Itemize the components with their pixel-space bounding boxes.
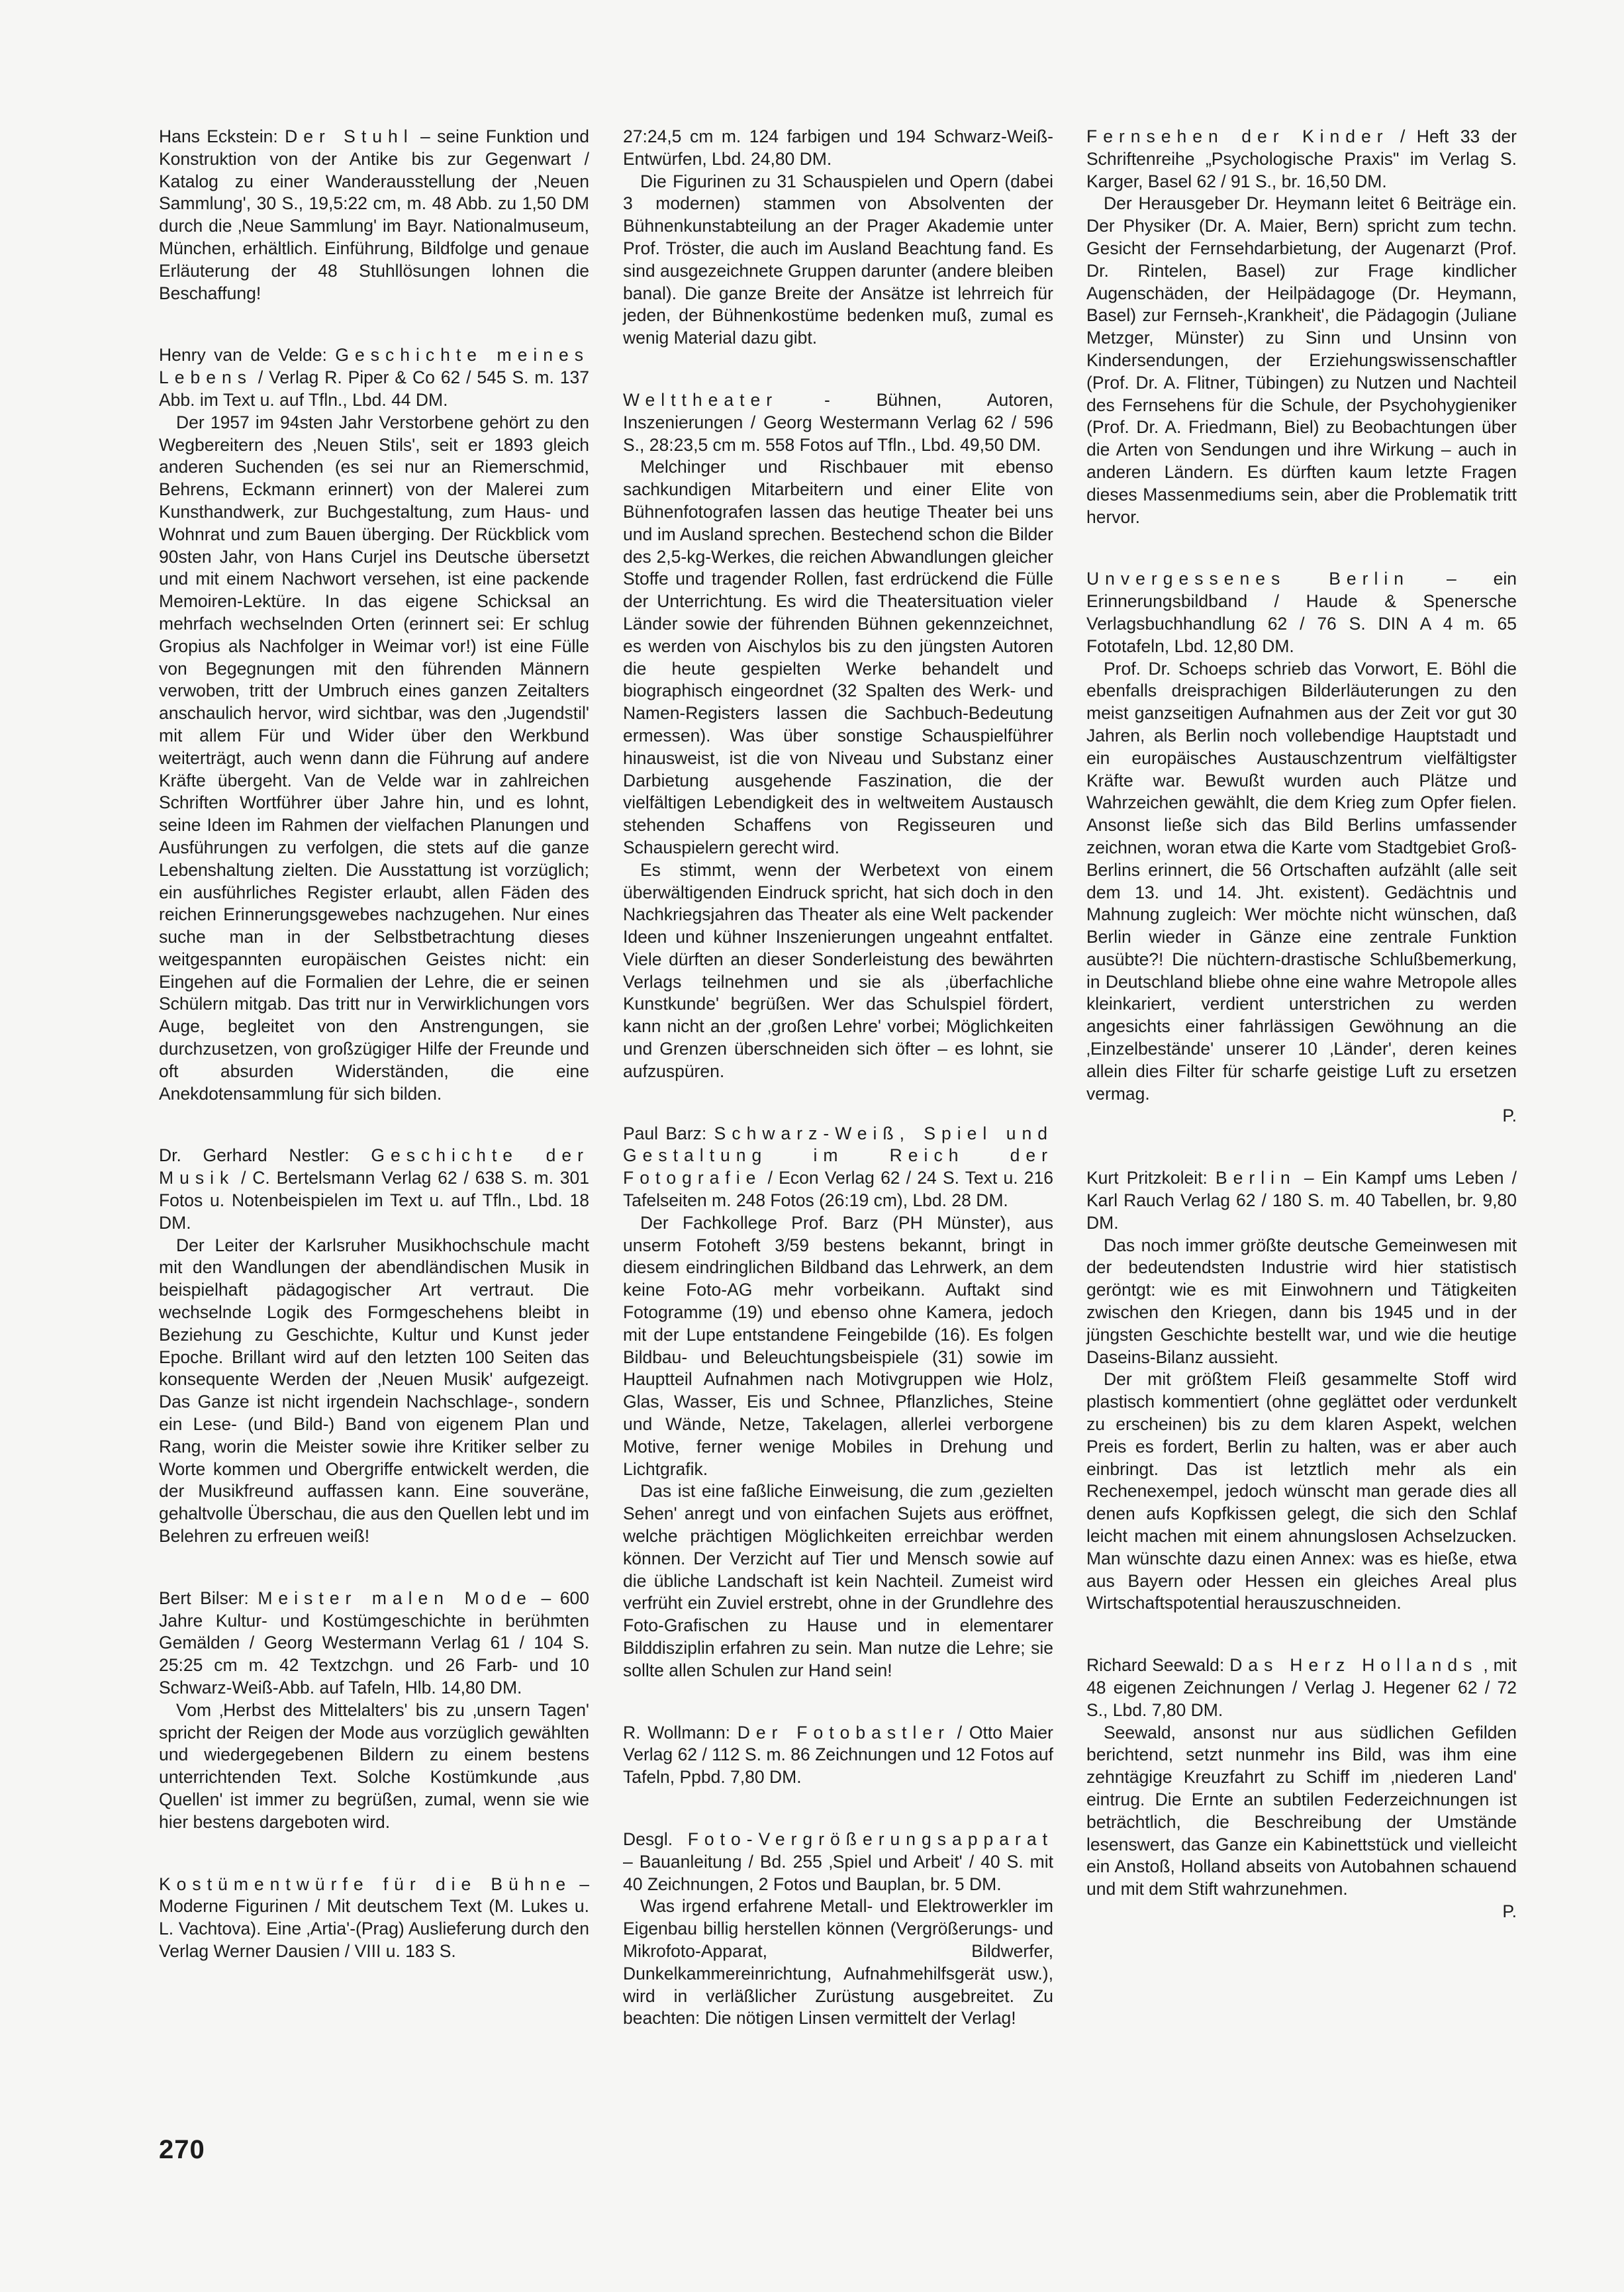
review-paragraph: Der Leiter der Karlsruher Musikhochschule macht mit den Wandlungen der abendländischen Musik in beispielhaft pädagogischer Art vertraut. Die wechselnde Logik des Formgeschehens bleibt in Beziehung zu Geschichte, Kultur und Kunst jeder Epoche. Brillant wird auf den letzten 100 Seiten das konsequente Werden der ‚Neuen Musik' aufgezeigt. Das Ganze ist nicht irgendein Nachschlage-, sondern ein Lese- (und Bild-) Band von eigenem Plan und Rang, worin die Meister sowie ihre Kritiker selber zu Worte kommen und Obergriffe entwickelt werden, die der Musikfreund auffassen kann. Eine souveräne, gehaltvolle Überschau, die aus den Quellen lebt und im Belehren zu erfreuen weiß! (159, 1235, 589, 1547)
review-entry (159, 1588, 589, 1834)
review-details: / Econ Verlag 62 / 24 S. Text u. 216 Tafelseiten m. 248 Fotos (26:19 cm), Lbd. 28 DM. (623, 1168, 1053, 1211)
review-author: Bert Bilser: (159, 1588, 249, 1608)
review-paragraph: Melchinger und Rischbauer mit ebenso sachkundigen Mitarbeitern und einer Elite von Bühnenfotografen lassen das heutige Theater bei uns und im Ausland sprechen. Bestechend schon die Bilder des 2,5-kg-Werkes, die reichen Abwandlungen gleicher Stoffe und tragender Rollen, fast erdrückend die Fülle der Unterrichtung. Es wird die Theatersituation vieler Länder sowie der führenden Bühnen gekennzeichnet, es werden von Aischylos bis zu den jüngsten Autoren die heute gespielten Werke behandelt und biographisch eingeordnet (32 Spalten des Werk- und Namen-Registers lassen die Sachbuch-Bedeutung ermessen). Was über sonstige Schauspielführer hinausweist, ist die von Niveau und Substanz einer Darbietung ausgehende Faszination, die der vielfältigen Lebendigkeit des in weltweitem Austausch stehenden Schaffens von Regisseuren und Schauspielern gerecht wird. (623, 457, 1053, 857)
review-author: Dr. Gerhard Nestler: (159, 1145, 350, 1166)
review-entry (623, 1722, 1053, 1789)
review-paragraph: Es stimmt, wenn der Werbetext von einem überwältigenden Eindruck spricht, hat sich doch in den Nachkriegsjahren das Theater als eine Welt packender Ideen und kühner Inszenierungen ungeahnt entfaltet. Viele dürften an dieser Sonderleistung des bewährten Verlags teilnehmen und sie als ‚überfachliche Kunstkunde' begrüßen. Wer das Schulspiel fördert, kann nicht an der ‚großen Lehre' vorbei; Möglichkeiten und Grenzen überschneiden sich öfter – es lohnt, sie aufzuspüren. (623, 859, 1053, 1081)
review-details: / Verlag R. Piper & Co 62 / 545 S. m. 137 Abb. im Text u. auf Tfln., Lbd. 44 DM. (159, 367, 589, 410)
review-details: – Bauanleitung / Bd. 255 ‚Spiel und Arbeit' / 40 S. mit 40 Zeichnungen, 2 Fotos und Bauplan, br. 5 DM. (623, 1851, 1053, 1894)
review-title: Das Herz Hollands (1229, 1655, 1478, 1676)
review-heading (1086, 568, 1517, 657)
review-details: – seine Funktion und Konstruktion von der Antike bis zur Gegenwart / Katalog zu einer Wanderausstellung der ‚Neuen Sammlung', 30 S., 19,5:22 cm, m. 48 Abb. zu 1,50 DM durch die ‚Neue Sammlung' im Bayr. Nationalmuseum, München, erhältlich. Einführung, Bildfolge und genaue Erläuterung der 48 Stuhllösungen lohnen die Beschaffung! (159, 126, 589, 303)
review-title: Geschichte meines Lebens (159, 345, 589, 388)
column-2 (623, 126, 1053, 2070)
review-title: Der Stuhl (285, 126, 414, 146)
review-details: – Ein Kampf ums Leben / Karl Rauch Verlag 62 / 180 S. m. 40 Tabellen, br. 9,80 DM. (1086, 1168, 1517, 1233)
review-entry (623, 126, 1053, 350)
review-details: – Moderne Figurinen / Mit deutschem Text (M. Lukes u. L. Vachtova). Eine ‚Artia'-(Prag) Auslieferung durch den Verlag Werner Dausien / VIII u. 183 S. (159, 1874, 589, 1961)
review-heading (159, 1145, 589, 1234)
review-paragraph: Das noch immer größte deutsche Gemeinwesen mit der bedeutendsten Industrie wird hier statistisch geröntgt: wie es mit Einwohnern und Tätigkeiten zwischen den Kriegen, dann bis 1945 und in der jüngsten Geschichte bestellt war, und wie die heutige Daseins-Bilanz aussieht. (1086, 1235, 1517, 1367)
review-entry (1086, 1167, 1517, 1615)
review-details: – 600 Jahre Kultur- und Kostümgeschichte in berühmten Gemälden / Georg Westermann Verlag 61 / 104 S. 25:25 cm m. 42 Textzchgn. und 26 Farb- und 10 Schwarz-Weiß-Abb. auf Tafeln, Hlb. 14,80 DM. (159, 1588, 589, 1697)
review-title: Geschichte der Musik (159, 1145, 589, 1188)
review-paragraph: Der Fachkollege Prof. Barz (PH Münster), aus unserm Fotoheft 3/59 bestens bekannt, bringt in diesem eindringlichen Bildband das Lehrwerk, an dem keine Foto-AG mehr vorbeikann. Auftakt sind Fotogramme (19) und ebenso ohne Kamera, jedoch mit der Lupe entstandene Feingebilde (16). Es folgen Bildbau- und Beleuchtungsbeispiele (31) sowie im Hauptteil Aufnahmen nach Motivgruppen wie Holz, Glas, Wasser, Eis und Schnee, Pflanzliches, Steine und Wände, Netze, Takelagen, allerlei verborgene Motive, ferner wenige Mobiles in Drehung und Lichtgrafik. (623, 1212, 1053, 1479)
review-heading (623, 1123, 1053, 1212)
review-title: Meister malen Mode (258, 1588, 532, 1608)
review-title: Der Fotobastler (737, 1722, 950, 1743)
review-title: Welttheater (623, 389, 779, 410)
review-title: Berlin (1215, 1168, 1296, 1188)
column-3 (1086, 126, 1517, 1963)
review-entry (1086, 126, 1517, 528)
review-entry (159, 1874, 589, 1963)
review-author: Kurt Pritzkoleit: (1086, 1168, 1208, 1188)
review-details: / Otto Maier Verlag 62 / 112 S. m. 86 Zeichnungen und 12 Fotos auf Tafeln, Ppbd. 7,80 DM. (623, 1722, 1053, 1788)
review-paragraph: Die Figurinen zu 31 Schauspielen und Opern (dabei 3 modernen) stammen von Absolventen der Bühnenkunstabteilung an der Prager Akademie unter Prof. Tröster, die auch im Ausland Beachtung fand. Es sind ausgezeichnete Gruppen darunter (andere bleiben banal). Die ganze Breite der Ansätze ist lehrreich für jeden, der Bühnenkostüme bedenken muß, zumal es wenig Material dazu gibt. (623, 171, 1053, 348)
review-heading (623, 1829, 1053, 1895)
review-author: Richard Seewald: (1086, 1655, 1225, 1676)
review-entry (1086, 568, 1517, 1127)
review-title: Schwarz-Weiß, Spiel und Gestaltung im Reich der Fotografie (623, 1123, 1053, 1188)
review-paragraph: Das ist eine faßliche Einweisung, die zum ‚gezielten Sehen' anregt und von einfachen Sujets aus eröffnet, welche prächtigen Möglichkeiten erreichbar werden können. Der Verzicht auf Tier und Mensch sowie auf die übliche Landschaft ist kein Nachteil. Zumeist wird verfrüht ein Zuviel erstrebt, ohne in der Grundlehre des Foto-Grafischen zu Hause und in elementarer Bilddisziplin erfahren zu sein. Man nutze die Lehre; sie sollte allen Schulen zur Hand sein! (623, 1481, 1053, 1680)
review-paragraph: Der mit größtem Fleiß gesammelte Stoff wird plastisch kommentiert (ohne geglättet oder verdunkelt zu erscheinen) bis zu dem klaren Aspekt, welchen Preis es fordert, Berlin zu halten, was er aber auch einbringt. Das ist letztlich mehr als ein Rechenexempel, jedoch wünscht man gerade dies all denen aufs Kopfkissen gelegt, die sich den Schlaf leicht machen mit einem ahnungslosen Achselzucken. Man wünschte dazu einen Annex: was es hieße, etwa aus Bayern oder Hessen ein gleiches Areal plus Wirtschaftspotential herauszuschneiden. (1086, 1369, 1517, 1613)
review-details: – ein Erinnerungsbildband / Haude & Spenersche Verlagsbuchhandlung 62 / 76 S. DIN A 4 m. 65 Fototafeln, Lbd. 12,80 DM. (1086, 569, 1517, 656)
review-author: Paul Barz: (623, 1123, 707, 1143)
review-heading (1086, 126, 1517, 193)
review-details: , mit 48 eigenen Zeichnungen / Verlag J. Hegener 62 / 72 S., Lbd. 7,80 DM. (1086, 1655, 1517, 1720)
review-heading (1086, 1654, 1517, 1721)
review-heading (159, 1588, 589, 1699)
review-entry (159, 344, 589, 1105)
review-title: Kostümentwürfe für die Bühne (159, 1874, 572, 1894)
review-title: Unvergessenes Berlin (1086, 569, 1410, 589)
review-paragraph: Seewald, ansonst nur aus südlichen Gefilden berichtend, setzt nunmehr ins Bild, was ihm eine zehntägige Kreuzfahrt zu Schiff im ‚niederen Land' eintrug. Die Ernte an subtilen Federzeichnungen ist beträchtlich, die Beschreibung der Umstände lesenswert, das Ganze ein Kabinettstück und vielleicht ein Anstoß, Holland abseits von Autobahnen schauend und mit dem Stift wahrzunehmen. (1086, 1722, 1517, 1899)
review-author: R. Wollmann: (623, 1722, 730, 1743)
review-signature: P. (1502, 1106, 1517, 1126)
review-heading (159, 344, 589, 411)
review-heading (159, 1874, 589, 1963)
review-entry (159, 1145, 589, 1547)
review-entry (1086, 1654, 1517, 1923)
review-author: Hans Eckstein: (159, 126, 278, 146)
review-details: / C. Bertelsmann Verlag 62 / 638 S. m. 301 Fotos u. Notenbeispielen im Text u. auf Tfln., Lbd. 18 DM. (159, 1168, 589, 1233)
review-paragraph: Der 1957 im 94sten Jahr Verstorbene gehört zu den Wegbereitern des ‚Neuen Stils', seit er 1893 gleich anderen Suchenden (es sei nur an Riemerschmid, Behrens, Eckmann erinnert) von der Malerei zum Kunsthandwerk, zur Buchgestaltung, zum Haus- und Wohnrat und zum Bauen überging. Der Rückblick vom 90sten Jahr, von Hans Curjel ins Deutsche übersetzt und mit einem Nachwort versehen, ist eine packende Memoiren-Lektüre. In das eigene Schicksal an mehrfach wechselnden Orten (erinnert sei: Er schlug Gropius als Nachfolger in Weimar vor!) ist eine Fülle von Begegnungen mit den führenden Männern verwoben, tritt der Umbruch eines ganzen Zeitalters anschaulich hervor, wird sichtbar, was den ‚Jugendstil' mit allem Für und Wider über den Werkbund weiterträgt, auch wenn dann die Führung auf andere Kräfte übergeht. Van de Velde war in zahlreichen Schriften Wortführer über Jahre hin, und es lohnt, seine Ideen im Rahmen der vielfachen Planungen und Ausführungen zu verfolgen, die stets auf die ganze Lebenshaltung zielten. Die Ausstattung ist vorzüglich; ein ausführliches Register erlaubt, allen Fäden des reichen Erinnerungsgewebes nachzugehen. Nur eines suche man in der Selbstbetrachtung dieses weitgespannten europäischen Geistes nicht: ein Eingehen auf die Formalien der Lehre, die er seinen Schülern mitgab. Das tritt nur in Verwirklichungen vors Auge, begleitet von den Anstrengungen, sie durchzusetzen, von großzügiger Hilfe der Freunde und oft absurden Widerständen, die eine Anekdotensammlung für sich bilden. (159, 412, 589, 1104)
review-author: Henry van de Velde: (159, 345, 327, 365)
review-heading (623, 389, 1053, 456)
page-number: 270 (159, 2135, 205, 2164)
review-entry (623, 1123, 1053, 1682)
review-entry (159, 126, 589, 305)
review-heading (1086, 1167, 1517, 1234)
review-entry (623, 1829, 1053, 2030)
review-heading (623, 1722, 1053, 1789)
review-paragraph: Der Herausgeber Dr. Heymann leitet 6 Beiträge ein. Der Physiker (Dr. A. Maier, Bern) spricht zum techn. Gesicht der Fernsehdarbietung, der Augenarzt (Prof. Dr. Rintelen, Basel) zur Frage kindlicher Augenschäden, der Heilpädagoge (Dr. Heymann, Basel) zur Fernseh-‚Krankheit', die Pädagogin (Juliane Metzger, Münster) zu Sinn und Unsinn von Kindersendungen, der Erziehungswissenschaftler (Prof. Dr. A. Flitner, Tübingen) zu Nutzen und Nachteil des Fernsehens für die Schule, der Psychohygieniker (Prof. Dr. A. Friedmann, Biel) zu Beobachtungen über die Arten von Sendungen und ihre Wirkung – auch in anderen Ländern. Es dürften kaum letzte Fragen dieses Massenmediums sein, aber die Problematik tritt hervor. (1086, 193, 1517, 527)
review-paragraph: Was irgend erfahrene Metall- und Elektrowerkler im Eigenbau billig herstellen können (Vergrößerungs- und Mikrofoto-Apparat, Bildwerfer, Dunkelkammereinrichtung, Aufnahmehilfsgerät usw.), wird in verläßlicher Zurüstung ausgebreitet. Zu beachten: Die nötigen Linsen vermittelt der Verlag! (623, 1896, 1053, 2029)
review-details: 27:24,5 cm m. 124 farbigen und 194 Schwarz-Weiß-Entwürfen, Lbd. 24,80 DM. (623, 126, 1053, 169)
review-author: Desgl. (623, 1829, 673, 1849)
review-paragraph: Prof. Dr. Schoeps schrieb das Vorwort, E. Böhl die ebenfalls dreisprachigen Bilderläuterungen zu den meist ganzseitigen Aufnahmen aus der Zeit vor gut 30 Jahren, als Berlin noch vollebendige Hauptstadt und ein europäisches Austauschzentrum vielfältigster Kräfte war. Bewußt wurden auch Plätze und Wahrzeichen gewählt, die dem Krieg zum Opfer fielen. Ansonst ließe sich das Bild Berlins umfassender zeichnen, woran etwa die Karte vom Stadtgebiet Groß-Berlins erinnert, die 56 Ortschaften aufzählt (alle seit dem 13. und 14. Jht. existent). Gedächtnis und Mahnung zugleich: Wer möchte nicht wünschen, daß Berlin wieder in Gänze eine zentrale Funktion ausübte?! Die nüchtern-drastische Schlußbemerkung, in Deutschland bliebe ohne eine wahre Metropole alles kleinkariert, verdient unterstrichen zu werden angesichts einer fahrlässigen Gewöhnung an die ‚Einzelbestände' unserer 10 ‚Länder', deren keines allein dies Filter für scharfe geistige Luft zu ersetzen vermag. (1086, 658, 1517, 1104)
review-entry (623, 389, 1053, 1083)
review-title: Fernsehen der Kinder (1086, 126, 1389, 146)
review-details: - Bühnen, Autoren, Inszenierungen / Georg Westermann Verlag 62 / 596 S., 28:23,5 cm m. 558 Fotos auf Tfln., Lbd. 49,50 DM. (623, 389, 1053, 455)
review-signature: P. (1502, 1901, 1517, 1921)
review-heading (159, 126, 589, 305)
review-title: Foto-Vergrößerungsapparat (687, 1829, 1053, 1849)
review-details: / Heft 33 der Schriftenreihe „Psychologische Praxis" im Verlag S. Karger, Basel 62 / 91 S., br. 16,50 DM. (1086, 126, 1517, 191)
review-paragraph: Vom ‚Herbst des Mittelalters' bis zu ‚unsern Tagen' spricht der Reigen der Mode aus vorzüglich gewählten und wiedergegebenen Bildern zu einem bestens unterrichtenden Text. Solche Kostümkunde ‚aus Quellen' ist immer zu begrüßen, zumal, wenn sie wie hier bestens dargeboten wird. (159, 1699, 589, 1832)
review-heading (623, 126, 1053, 171)
column-1 (159, 126, 589, 2003)
